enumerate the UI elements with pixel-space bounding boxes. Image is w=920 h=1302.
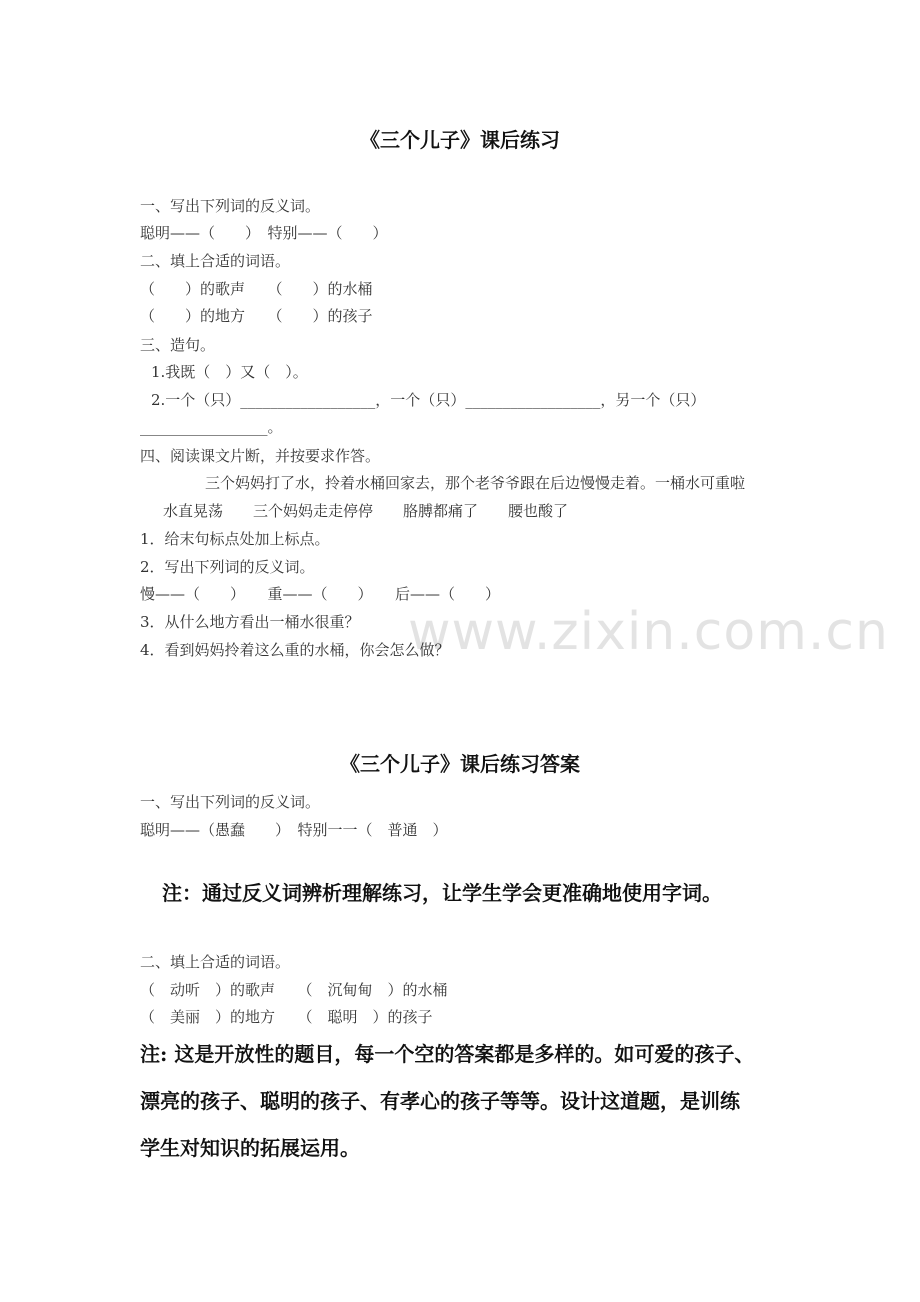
section-3-item-1: 1.我既（ ）又（ ）。 [151, 363, 308, 381]
answers-section-2-line-2: （ 美丽 ）的地方 （ 聪明 ）的孩子 [140, 1008, 433, 1026]
section-1-line: 聪明——（ ） 特别——（ ） [140, 224, 388, 242]
section-4-passage-line-1: 三个妈妈打了水，拎着水桶回家去，那个老爷爷跟在后边慢慢走着。一桶水可重啦 [205, 474, 746, 492]
section-2-line-1: （ ）的歌声 （ ）的水桶 [140, 280, 373, 298]
section-4-question-3: 3．从什么地方看出一桶水很重？ [140, 613, 360, 631]
watermark: www.zixin.com.cn [408, 602, 889, 662]
section-4-question-1: 1．给末句标点处加上标点。 [140, 530, 330, 548]
answers-section-1-line: 聪明——（愚蠢 ） 特别一一（ 普通 ） [140, 821, 448, 839]
section-4-question-2-line: 慢——（ ） 重——（ ） 后——（ ） [140, 585, 501, 603]
section-2-heading: 二、填上合适的词语。 [140, 252, 291, 270]
section-3-item-2-cont: _________________。 [140, 418, 283, 436]
section-4-passage-line-2: 水直晃荡 三个妈妈走走停停 胳膊都痛了 腰也酸了 [163, 502, 569, 520]
section-1-heading: 一、写出下列词的反义词。 [140, 197, 321, 215]
answers-note-1: 注：通过反义词辨析理解练习，让学生学会更准确地使用字词。 [162, 881, 722, 905]
section-4-question-2: 2．写出下列词的反义词。 [140, 558, 315, 576]
exercise-title: 《三个儿子》课后练习 [360, 128, 560, 152]
answers-note-2-line-2: 漂亮的孩子、聪明的孩子、有孝心的孩子等等。设计这道题，是训练 [140, 1089, 740, 1113]
answers-section-1-heading: 一、写出下列词的反义词。 [140, 793, 321, 811]
answers-note-2-line-1: 注: 这是开放性的题目，每一个空的答案都是多样的。如可爱的孩子、 [140, 1042, 755, 1066]
section-4-question-4: 4．看到妈妈拎着这么重的水桶，你会怎么做？ [140, 641, 450, 659]
section-3-heading: 三、造句。 [140, 336, 216, 354]
answers-note-2-line-3: 学生对知识的拓展运用。 [140, 1136, 360, 1160]
answers-title: 《三个儿子》课后练习答案 [340, 752, 580, 776]
section-4-heading: 四、阅读课文片断，并按要求作答。 [140, 447, 381, 465]
answers-section-2-line-1: （ 动听 ）的歌声 （ 沉甸甸 ）的水桶 [140, 981, 448, 999]
section-3-item-2: 2.一个（只）__________________，一个（只）__________________，另一个（只） [151, 391, 706, 409]
answers-section-2-heading: 二、填上合适的词语。 [140, 953, 291, 971]
section-2-line-2: （ ）的地方 （ ）的孩子 [140, 307, 373, 325]
